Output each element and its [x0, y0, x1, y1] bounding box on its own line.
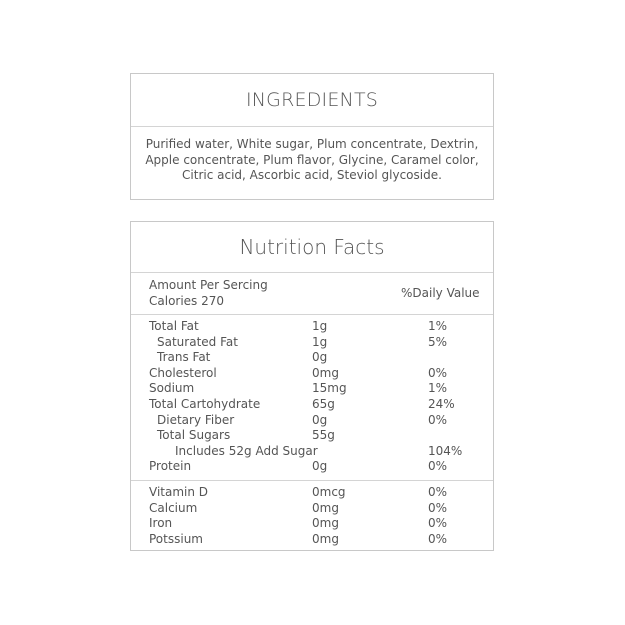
- ingredients-panel: [130, 73, 494, 200]
- nutrient-name: Dietary Fiber: [157, 412, 235, 427]
- daily-value-header: %Daily Value: [401, 286, 480, 300]
- vitamin-name: Calcium: [149, 500, 198, 515]
- ingredients-line: Citric acid, Ascorbic acid, Steviol glycoside.: [182, 168, 442, 183]
- vitamin-name: Iron: [149, 516, 173, 531]
- nutrient-daily-value: 0%: [428, 365, 448, 380]
- nutrient-daily-value: 5%: [428, 334, 448, 349]
- ingredients-list: [131, 127, 493, 184]
- nutrient-daily-value: 1%: [428, 319, 448, 333]
- vitamin-row: [131, 532, 493, 548]
- vitamin-rows: [131, 485, 493, 547]
- nutrient-name: Total Cartohydrate: [149, 396, 261, 411]
- vitamin-amount: 0mg: [312, 531, 339, 546]
- nutrient-row: [131, 444, 493, 460]
- nutrient-daily-value: 24%: [428, 396, 455, 411]
- section-divider: [131, 480, 493, 481]
- nutrient-name: Total Fat: [149, 319, 199, 333]
- nutrient-row: [131, 459, 493, 475]
- nutrient-name: Protein: [149, 459, 192, 474]
- nutrient-row: [131, 413, 493, 429]
- nutrient-amount: 0g: [312, 412, 328, 427]
- serving-header: [131, 273, 493, 315]
- nutrient-name: Cholesterol: [149, 365, 217, 380]
- nutrient-amount: 55g: [312, 428, 335, 443]
- nutrient-row: [131, 428, 493, 444]
- vitamin-daily-value: 0%: [428, 484, 448, 499]
- nutrition-facts-panel: [130, 221, 494, 551]
- nutrient-name: Includes 52g Add Sugar: [175, 443, 318, 458]
- nutrient-daily-value: 1%: [428, 381, 448, 396]
- nutrient-amount: 1g: [312, 334, 328, 349]
- calories-label: Calories 270: [149, 294, 225, 308]
- nutrient-rows: [131, 315, 493, 475]
- vitamin-daily-value: 0%: [428, 500, 448, 515]
- nutrient-amount: 0g: [312, 350, 328, 365]
- nutrient-amount: 0mg: [312, 365, 339, 380]
- nutrient-amount: 1g: [312, 319, 328, 333]
- nutrient-amount: 65g: [312, 396, 335, 411]
- nutrient-row: [131, 366, 493, 382]
- ingredients-line: Purified water, White sugar, Plum concentrate, Dextrin,: [145, 137, 479, 151]
- nutrient-row: [131, 350, 493, 366]
- vitamin-daily-value: 0%: [428, 531, 448, 546]
- vitamin-row: [131, 485, 493, 501]
- ingredients-title: INGREDIENTS: [131, 74, 493, 127]
- nutrient-name: Saturated Fat: [157, 334, 238, 349]
- amount-per-serving-label: Amount Per Sercing: [149, 278, 268, 292]
- nutrition-title: Nutrition Facts: [131, 222, 493, 273]
- nutrient-name: Trans Fat: [157, 350, 211, 365]
- vitamin-amount: 0mcg: [312, 484, 346, 499]
- vitamin-amount: 0mg: [312, 500, 339, 515]
- nutrient-name: Sodium: [149, 381, 195, 396]
- vitamin-row: [131, 516, 493, 532]
- nutrient-amount: 15mg: [312, 381, 347, 396]
- nutrient-row: [131, 319, 493, 335]
- vitamin-name: Vitamin D: [149, 484, 209, 499]
- nutrient-daily-value: 104%: [428, 443, 463, 458]
- nutrient-amount: 0g: [312, 459, 328, 474]
- nutrient-row: [131, 335, 493, 351]
- vitamin-daily-value: 0%: [428, 516, 448, 531]
- vitamin-row: [131, 501, 493, 517]
- vitamin-amount: 0mg: [312, 516, 339, 531]
- nutrient-row: [131, 381, 493, 397]
- nutrient-daily-value: 0%: [428, 459, 448, 474]
- nutrient-name: Total Sugars: [157, 428, 231, 443]
- nutrient-row: [131, 397, 493, 413]
- ingredients-line: Apple concentrate, Plum flavor, Glycine, Caramel color,: [145, 152, 479, 167]
- vitamin-name: Potssium: [149, 531, 203, 546]
- nutrient-daily-value: 0%: [428, 412, 448, 427]
